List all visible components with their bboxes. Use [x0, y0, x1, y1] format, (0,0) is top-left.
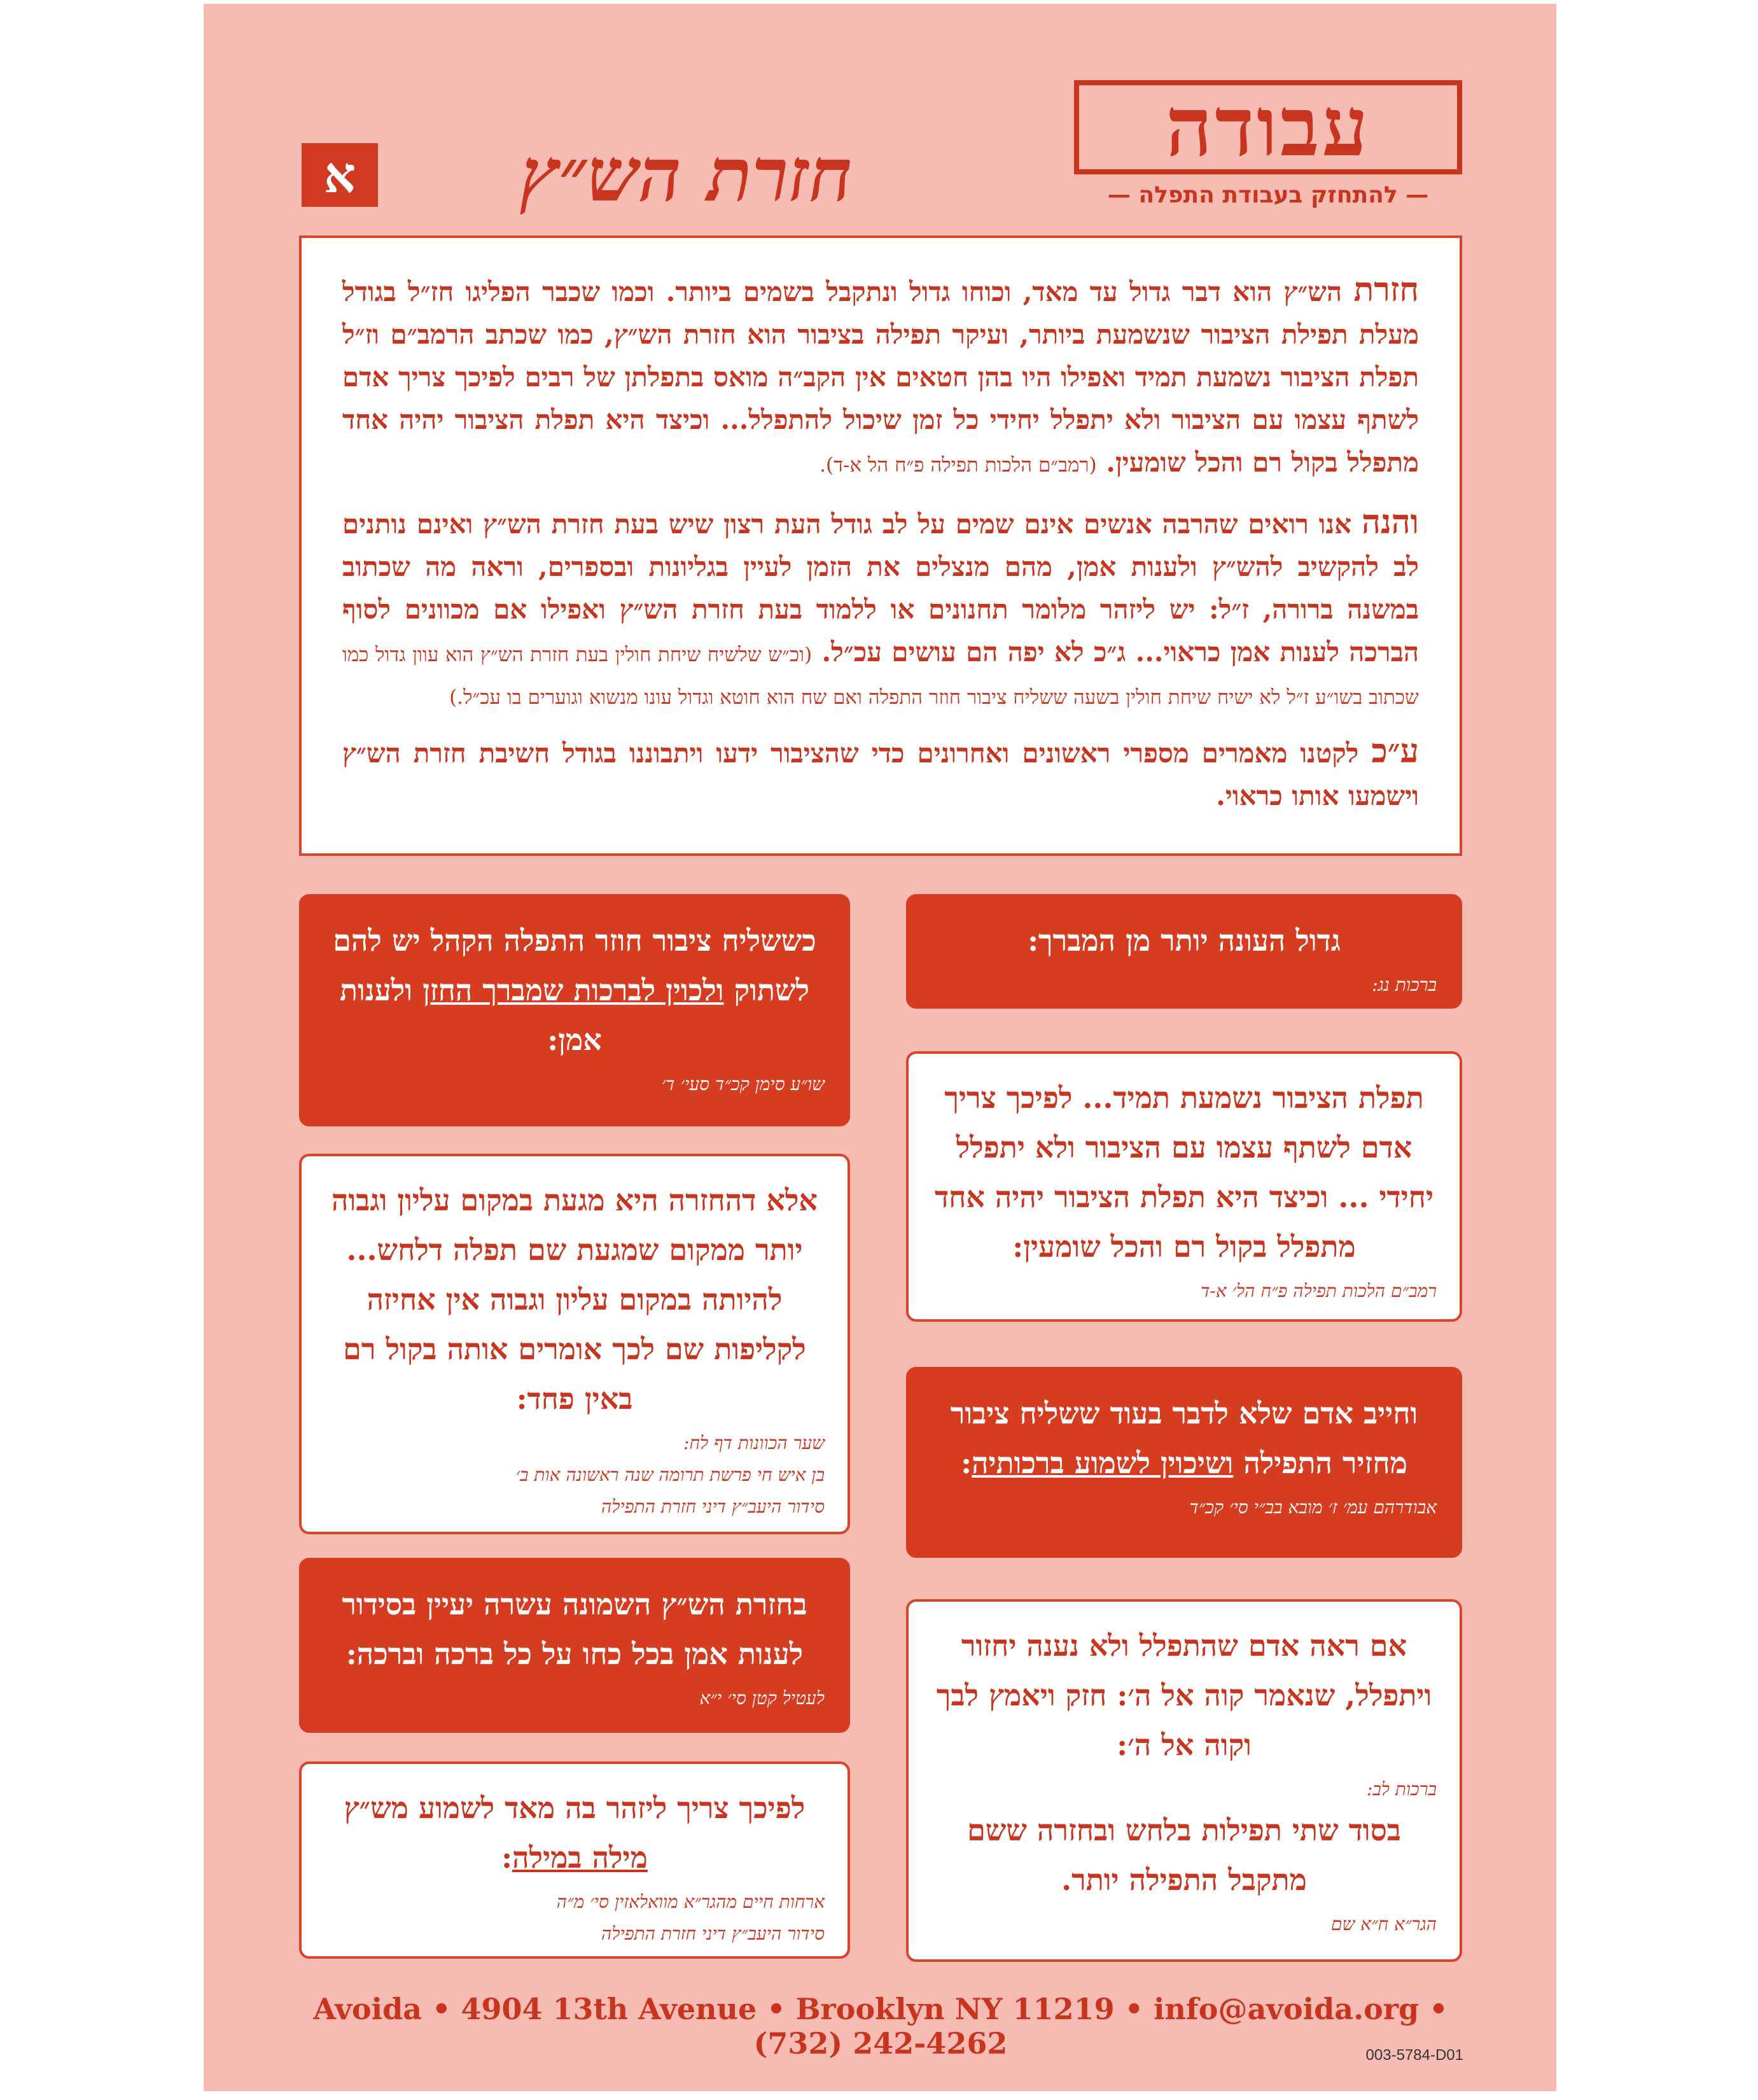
avoida-logo: עבודה — [1074, 80, 1462, 174]
quote-card-6 — [299, 1558, 850, 1733]
quote-text: תפלת הציבור נשמעת תמיד... לפיכך צריך אדם לשתף עצמו עם הציבור ולא יתפלל יחידי ... וכיצד היא תפלת הציבור יהיה אחד מתפלל בקול רם והכל שומעין: — [935, 1081, 1434, 1264]
paragraph-text: לקטנו מאמרים מספרי ראשונים ואחרונים כדי שהציבור ידעו ויתבוננו בגודל חשיבת חזרת הש״ץ וישמעו אותו כראוי. — [342, 738, 1419, 811]
quote-card-5 — [906, 1367, 1462, 1558]
quote-source: אבודרהם עמ׳ ז׳ מובא בב״י סי׳ קכ״ד — [1189, 1497, 1437, 1518]
quote-text: לפיכך צריך ליזהר בה מאד לשמוע מש״ץ מילה במילה: — [344, 1791, 806, 1875]
quote-text: בחזרת הש״ץ השמונה עשרה יעיין בסידור לענות אמן בכל כחו על כל ברכה וברכה: — [342, 1587, 807, 1671]
quote-card-4 — [299, 1154, 850, 1534]
paragraph-text: הש״ץ הוא דבר גדול עד מאד, וכוחו גדול ונתקבל בשמים ביותר. וכמו שכבר הפליגו חז״ל בגודל מעלת תפילת הציבור שנשמעת ביותר, ועיקר תפילה בציבור הוא חזרת הש״ץ, כמו שכתב הרמב״ם וז״ל תפלת הציבור נשמעת תמיד ואפילו היו בהן חטאים אין הקב״ה מואס בתפלתן של רבים לפיכך צריך אדם לשתף עצמו עם הציבור ולא יתפלל יחידי כל זמן שיכול להתפלל... וכיצד היא תפלת הציבור יהיה אחד מתפלל בקול רם והכל שומעין. — [342, 276, 1419, 478]
quote-card-2 — [299, 894, 850, 1126]
intro-paragraph-1 — [342, 269, 1419, 487]
source-citation: (רמב״ם הלכות תפילה פ״ח הל א-ד). — [820, 454, 1097, 477]
quote-source: בן איש חי פרשת תרומה שנה ראשונה אות ב׳ — [515, 1464, 825, 1485]
quote-source: לעטיל קטן סי׳ י״א — [699, 1688, 825, 1709]
lead-word: ע״כ — [1371, 732, 1419, 771]
quote-text: וחייב אדם שלא לדבר בעוד ששליח ציבור מחזיר התפילה ושיכוין לשמוע ברכותיה: — [950, 1396, 1418, 1480]
intro-paragraph-3 — [342, 730, 1419, 817]
quote-source: רמב״ם הלכות תפילה פ״ח הל׳ א-ד — [1200, 1280, 1437, 1301]
quote-source: ארחות חיים מהגר״א מוואלאזין סי׳ מ״ה — [556, 1891, 825, 1912]
paragraph-note: (וכ״ש שלשיח שיחת חולין בעת חזרת הש״ץ הוא עוון גדול כמו שכתוב בשו״ע ז״ל לא ישיח שיחת חולין בשעה ששליח ציבור חוזר התפלה ואם שח הוא חוטא וגדול עונו מנשוא וגוערים בו עכ״ל.) — [342, 643, 1419, 709]
quote-source: סידור היעב״ץ דיני חזרת התפילה — [601, 1923, 825, 1944]
quote-source: שו״ע סימן קכ״ד סעי׳ ד׳ — [661, 1074, 825, 1095]
quote-text: גדול העונה יותר מן המברך: — [1028, 923, 1341, 958]
quote-source: סידור היעב״ץ דיני חזרת התפילה — [601, 1496, 825, 1517]
quote-text: אם ראה אדם שהתפלל ולא נענה יחזור ויתפלל, שנאמר קוה אל ה׳: חזק ויאמץ לבך וקוה אל ה׳: — [936, 1628, 1432, 1762]
quote-card-1 — [906, 894, 1462, 1009]
letter-badge: א — [302, 143, 378, 207]
quote-text: כששליח ציבור חוזר התפלה הקהל יש להם לשתוק ולכוין לברכות שמברך החזן ולענות אמן: — [333, 923, 816, 1057]
footer-contact: Avoida • 4904 13th Avenue • Brooklyn NY 11219 • info@avoida.org • (732) 242-4262 — [313, 1992, 1448, 2061]
quote-source: ברכות לב: — [1366, 1779, 1437, 1800]
page-title: חזרת הש״ץ — [520, 132, 853, 218]
lead-word: והנה — [1361, 503, 1419, 542]
quote-source-2: הגר״א ח״א שם — [1331, 1914, 1437, 1935]
intro-box — [299, 235, 1462, 856]
quote-card-8 — [299, 1761, 850, 1959]
quote-source: ברכות נג: — [1372, 974, 1437, 995]
quote-card-7 — [906, 1599, 1462, 1962]
quote-text: אלא דהחזרה היא מגעת במקום עליון וגבוה יותר ממקום שמגעת שם תפלה דלחש... להיותה במקום עליון וגבוה אין אחיזה לקליפות שם לכך אומרים אותה בקול רם באין פחד: — [331, 1183, 818, 1416]
quote-text-2: בסוד שתי תפילות בלחש ובחזרה ששם מתקבל התפילה יותר. — [967, 1813, 1401, 1897]
quote-card-3 — [906, 1051, 1462, 1322]
lead-word: חזרת — [1353, 270, 1420, 309]
paragraph-text: אנו רואים שהרבה אנשים אינם שמים על לב גודל העת רצון שיש בעת חזרת הש״ץ ואינם נותנים לב להקשיב להש״ץ ולענות אמן, מהם מנצלים את הזמן לעיין בגליונות ובספרים, וראה מה שכתוב במשנה ברורה, ז״ל: יש ליזהר מלומר תחנונים או ללמוד בעת חזרת הש״ץ ואפילו אם מכוונים לסוף הברכה לענות אמן כראוי... ג״כ לא יפה הם עושים עכ״ל. — [342, 508, 1419, 668]
quote-source: שער הכוונות דף לח: — [683, 1432, 825, 1453]
intro-paragraph-2 — [342, 501, 1419, 716]
logo-tagline: — להתחזק בעבודת התפלה — — [1107, 182, 1429, 208]
document-code: 003-5784-D01 — [1365, 2047, 1463, 2064]
